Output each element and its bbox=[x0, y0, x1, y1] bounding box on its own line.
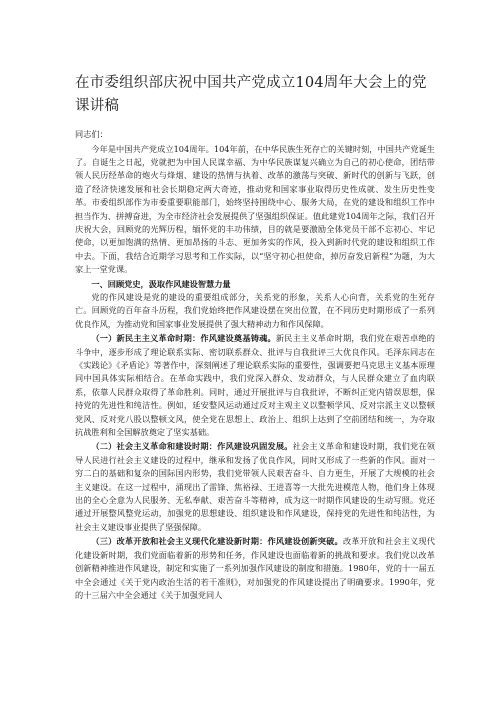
subsection-1-paragraph bbox=[75, 331, 435, 439]
subsection-1-text: 新民主主义革命时期，我们党在艰苦卓绝的斗争中，逐步形成了理论联系实际、密切联系群众、批评与自我批评三大优良作风。毛泽东同志在《实践论》《矛盾论》等著作中，深刻阐述了理论联系实际的重要性，强调要把马克思主义基本原理同中国具体实际相结合。在革命实践中，我们党深入群众、发动群众，与人民群众建立了血肉联系，依靠人民群众取得了革命胜利。同时，通过开展批评与自我批评，不断纠正党内错误思想，保持党的先进性和纯洁性。例如，延安整风运动通过反对主观主义以整顿学风、反对宗派主义以整顿党风、反对党八股以整顿文风，使全党在思想上、政治上、组织上达到了空前团结和统一，为夺取抗战胜利和全国解放奠定了坚实基础。 bbox=[75, 333, 435, 438]
subsection-2-heading: （二）社会主义革命和建设时期：作风建设巩固发展。 bbox=[91, 441, 293, 452]
intro-paragraph: 今年是中国共产党成立104周年。104年前，在中华民族生死存亡的关键时刻，中国共产党诞生了。自诞生之日起，党就把为中国人民谋幸福、为中华民族谋复兴确立为自己的初心使命，团结带领人民历经革命的炮火与烽烟、建设的热情与执着、改革的激荡与突破、新时代的创新与飞跃，创造了经济快速发展和社会长期稳定两大奇迹，推动党和国家事业取得历史性成就、发生历史性变革。市委组织部作为市委重要职能部门，始终坚持围绕中心、服务大局，在党的建设和组织工作中担当作为、拼搏奋进，为全市经济社会发展提供了坚强组织保证。值此建党104周年之际，我们召开庆祝大会，回顾党的光辉历程，缅怀党的丰功伟绩，目的就是要激励全体党员干部不忘初心、牢记使命，以更加饱满的热情、更加昂扬的斗志、更加务实的作风，投入到新时代党的建设和组织工作中去。下面，我结合近期学习思考和工作实际，以“坚守初心担使命，掉厉奋发启新程”为题，为大家上一堂党课。 bbox=[75, 143, 435, 275]
document-page bbox=[75, 72, 435, 602]
document-title: 在市委组织部庆祝中国共产党成立104周年大会上的党课讲稿 bbox=[75, 75, 427, 114]
section-1-paragraph: 党的作风建设是党的建设的重要组成部分，关系党的形象，关系人心向背，关系党的生死存亡。回顾党的百年奋斗历程，我们党始终把作风建设摆在突出位置，在不同历史时期形成了一系列优良作风，为推动党和国家事业发展提供了强大精神动力和作风保障。 bbox=[75, 291, 435, 329]
subsection-2-text: 社会主义革命和建设时期，我们党在领导人民进行社会主义建设的过程中，继承和发扬了优良作风，同时又形成了一些新的作风。面对一穷二白的基础和复杂的国际国内形势，我们党带领人民艰苦奋斗、自力更生，开展了大规模的社会主义建设。在这一过程中，涌现出了雷锋、焦裕禄、王进喜等一大批先进模范人物，他们身上体现出的全心全意为人民服务、无私奉献、艰苦奋斗等精神，成为这一时期作风建设的生动写照。党还通过开展整风整党运动，加强党的思想建设、组织建设和作风建设，保持党的先进性和纯洁性，为社会主义建设事业提供了坚强保障。 bbox=[75, 441, 435, 532]
subsection-1-heading: （一）新民主主义革命时期：作风建设奠基铸魂。 bbox=[91, 333, 276, 344]
subsection-3-paragraph bbox=[75, 534, 435, 602]
subsection-2-paragraph bbox=[75, 439, 435, 534]
subsection-3-heading: （三）改革开放和社会主义现代化建设新时期：作风建设创新突破。 bbox=[91, 536, 343, 547]
greeting: 同志们： bbox=[75, 129, 108, 139]
section-heading-1: 一、回顾党史，汲取作风建设智慧力量 bbox=[91, 278, 231, 289]
subsection-3-text: 改革开放和社会主义现代化建设新时期，我们党面临着新的形势和任务，作风建设也面临着新的挑战和要求。我们党以改革创新精神推进作风建设，制定和实施了一系列加强作风建设的制度和措施。1980年，党的十一届五中全会通过《关于党内政治生活的若干准则》，对加强党的作风建设提出了明确要求。1990年，党的十三届六中全会通过《关于加强党同人 bbox=[75, 536, 435, 600]
